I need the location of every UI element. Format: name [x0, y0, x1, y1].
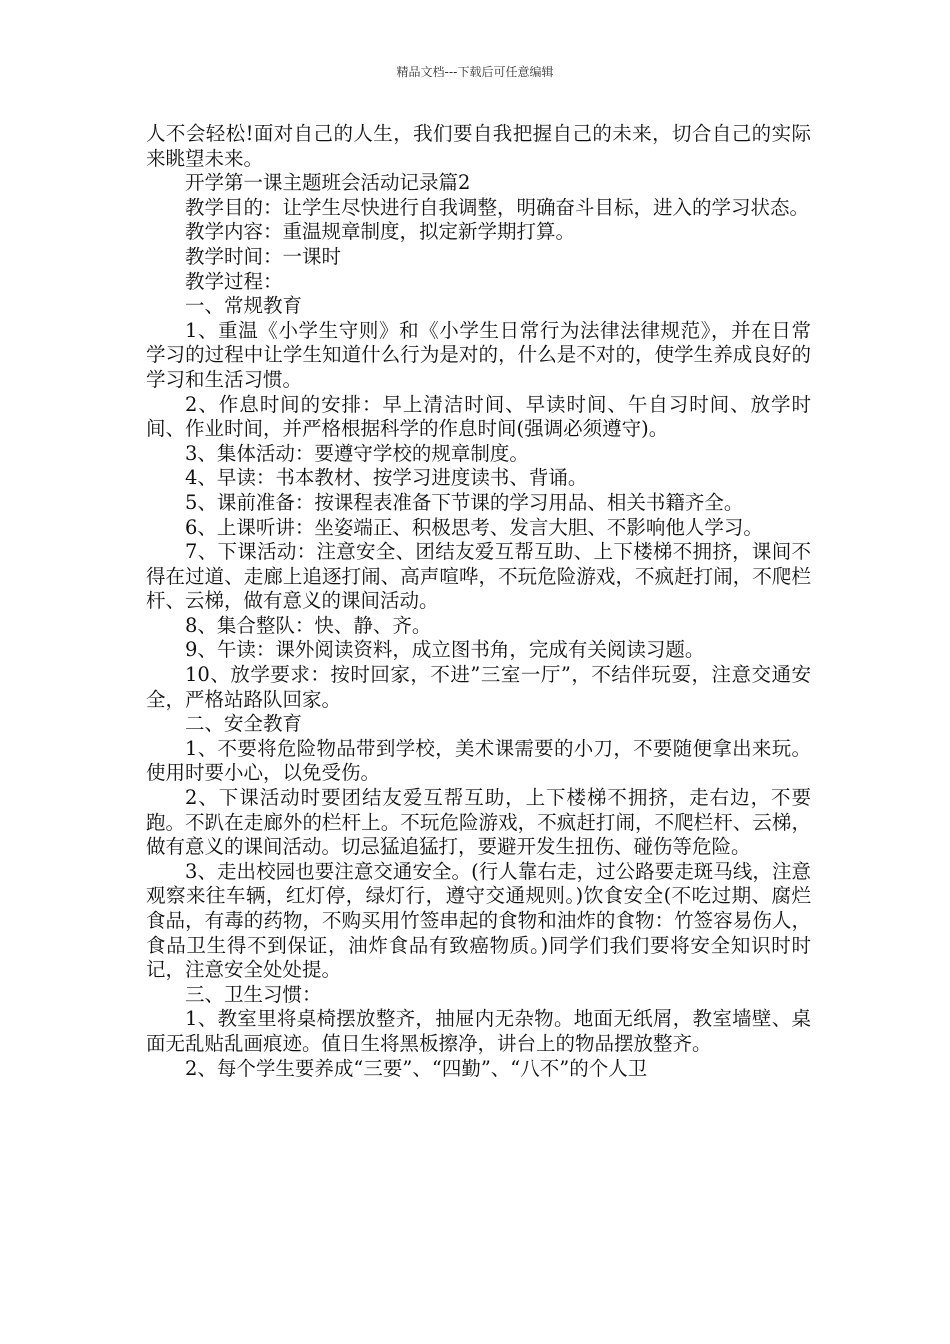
paragraph-13: 6、上课听讲：坐姿端正、积极思考、发言大胆、不影响他人学习。 [185, 515, 763, 539]
paragraph-8: 1、重温《小学生守则》和《小学生日常行为法律法律规范》，并在日常学习的过程中让学生知道什么行为是对的，什么是不对的，使学生养成良好的学习和生活习惯。 [146, 318, 811, 391]
paragraph-2: 开学第一课主题班会活动记录篇2 [185, 171, 471, 195]
paragraph-15: 8、集合整队：快、静、齐。 [185, 613, 432, 637]
section-heading-2: 二、安全教育 [185, 712, 303, 736]
paragraph-6: 教学过程： [185, 269, 283, 293]
page-header: 精品文档---下载后可任意编辑 [396, 65, 554, 79]
paragraph-1: 人不会轻松!面对自己的人生，我们要自我把握自己的未来，切合自己的实际来眺望未来。 [146, 122, 811, 170]
paragraph-17: 10、放学要求：按时回家，不进”三室一厅”，不结伴玩耍，注意交通安全，严格站路队回家。 [146, 663, 811, 711]
paragraph-3: 教学目的：让学生尽快进行自我调整，明确奋斗目标，进入的学习状态。 [185, 195, 810, 219]
paragraph-14: 7、下课活动：注意安全、团结友爱互帮互助、上下楼梯不拥挤，课间不得在过道、走廊上追逐打闹、高声喧哗，不玩危险游戏，不疯赶打闹，不爬栏杆、云梯，做有意义的课间活动。 [146, 540, 811, 613]
paragraph-19: 1、不要将危险物品带到学校，美术课需要的小刀，不要随便拿出来玩。使用时要小心，以免受伤。 [146, 736, 811, 785]
paragraph-20: 2、下课活动时要团结友爱互帮互助，上下楼梯不拥挤，走右边，不要跑。不趴在走廊外的栏杆上。不玩危险游戏，不疯赶打闹，不爬栏杆、云梯，做有意义的课间活动。切忌猛追猛打，要避开发生扭伤、碰伤等危险。 [146, 786, 811, 859]
paragraph-12: 5、课前准备：按课程表准备下节课的学习用品、相关书籍齐全。 [185, 490, 744, 514]
paragraph-21: 3、走出校园也要注意交通安全。(行人靠右走，过公路要走斑马线，注意观察来往车辆，红灯停，绿灯行，遵守交通规则。)饮食安全(不吃过期、腐烂食品，有毒的药物，不购买用竹签串起的食物和油炸的食物：竹签容易伤人，食品卫生得不到保证，油炸食品有致癌物质。)同学们我们要将安全知识时时记，注意安全处处提。 [146, 859, 811, 982]
paragraph-23: 1、教室里将桌椅摆放整齐，抽屉内无杂物。地面无纸屑，教室墙壁、桌面无乱贴乱画痕迹。值日生将黑板擦净，讲台上的物品摆放整齐。 [146, 1007, 811, 1055]
paragraph-5: 教学时间：一课时 [185, 244, 342, 268]
paragraph-24: 2、每个学生要养成“三要”、“四勤”、“八不”的个人卫 [185, 1056, 648, 1080]
paragraph-4: 教学内容：重温规章制度，拟定新学期打算。 [185, 220, 576, 244]
paragraph-16: 9、午读：课外阅读资料，成立图书角，完成有关阅读习题。 [185, 638, 705, 662]
section-heading-1: 一、常规教育 [185, 294, 303, 318]
section-heading-3: 三、卫生习惯： [185, 982, 322, 1006]
paragraph-11: 4、早读：书本教材、按学习进度读书、背诵。 [185, 466, 588, 490]
paragraph-9: 2、作息时间的安排：早上清洁时间、早读时间、午自习时间、放学时间、作业时间，并严格根据科学的作息时间(强调必须遵守)。 [146, 392, 811, 441]
document-body [146, 122, 811, 1081]
paragraph-10: 3、集体活动：要遵守学校的规章制度。 [185, 441, 529, 465]
